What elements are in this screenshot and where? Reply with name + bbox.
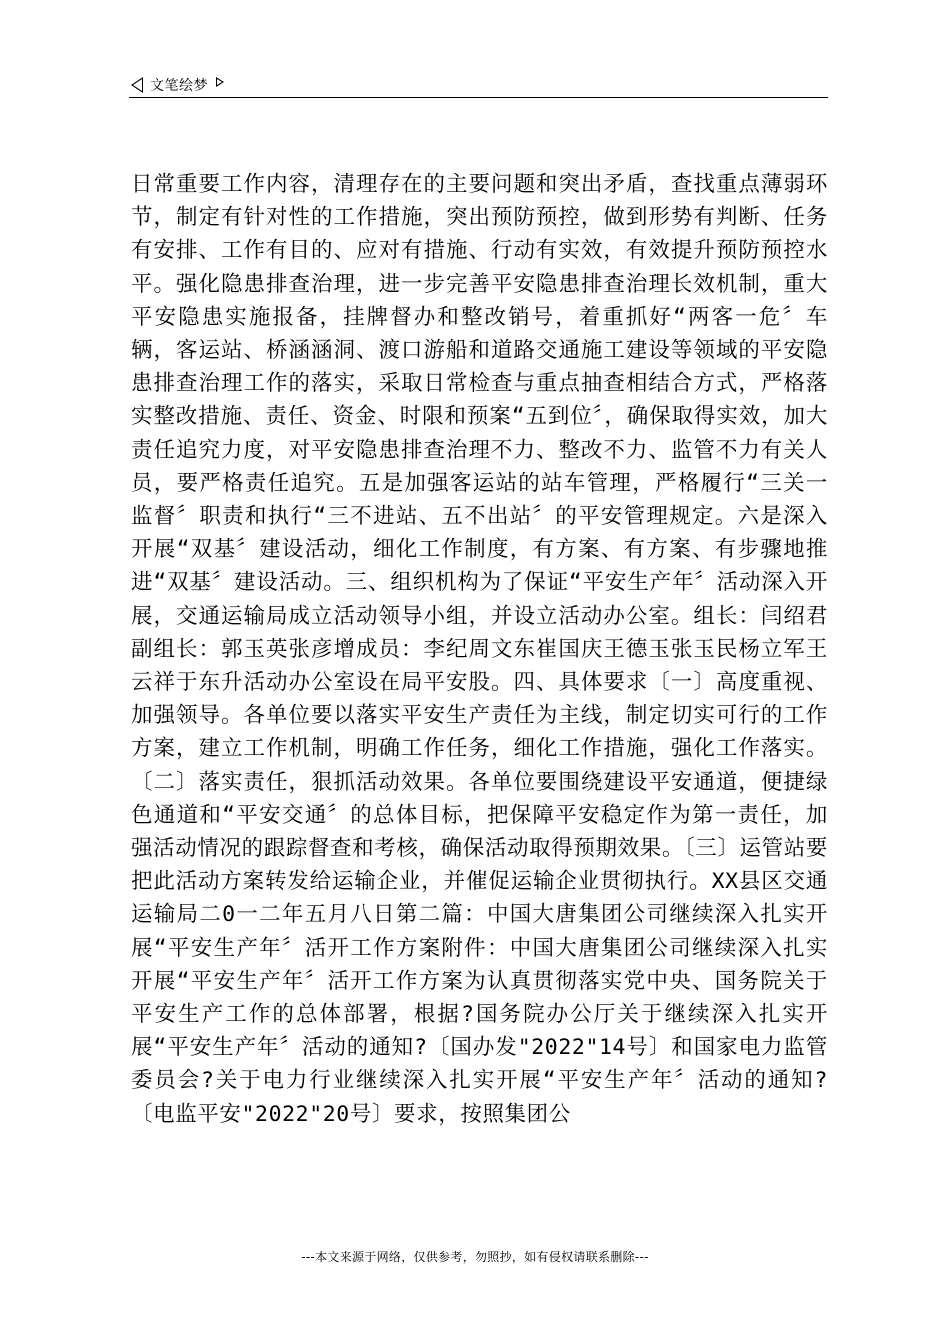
page-header	[131, 74, 224, 96]
header-divider	[129, 97, 828, 98]
left-triangle-icon	[131, 77, 143, 93]
page-footer: ---本文来源于网络，仅供参考，勿照抄，如有侵权请联系删除---	[301, 1250, 649, 1264]
body-paragraph: 日常重要工作内容，清理存在的主要问题和突出矛盾，查找重点薄弱环节，制定有针对性的工作措施，突出预防预控，做到形势有判断、任务有安排、工作有目的、应对有措施、行动有实效，有效提升预防预控水平。强化隐患排查治理，进一步完善平安隐患排查治理长效机制，重大平安隐患实施报备，挂牌督办和整改销号，着重抓好“两客一危〞车辆，客运站、桥涵涵洞、渡口游船和道路交通施工建设等领域的平安隐患排查治理工作的落实，采取日常检查与重点抽查相结合方式，严格落实整改措施、责任、资金、时限和预案“五到位〞，确保取得实效，加大责任追究力度，对平安隐患排查治理不力、整改不力、监管不力有关人员，要严格责任追究。五是加强客运站的站车管理，严格履行“三关一监督〞职责和执行“三不进站、五不出站〞的平安管理规定。六是深入开展“双基〞建设活动，细化工作制度，有方案、有方案、有步骤地推进“双基〞建设活动。三、组织机构为了保证“平安生产年〞活动深入开展，交通运输局成立活动领导小组，并设立活动办公室。组长：闫绍君副组长：郭玉英张彦增成员：李纪周文东崔国庆王德玉张玉民杨立军王云祥于东升活动办公室设在局平安股。四、具体要求〔一〕高度重视、加强领导。各单位要以落实平安生产责任为主线，制定切实可行的工作方案，建立工作机制，明确工作任务，细化工作措施，强化工作落实。〔二〕落实责任，狠抓活动效果。各单位要围绕建设平安通道，便捷绿色通道和“平安交通〞的总体目标，把保障平安稳定作为第一责任，加强活动情况的跟踪督查和考核，确保活动取得预期效果。〔三〕运管站要把此活动方案转发给运输企业，并催促运输企业贯彻执行。XX县区交通运输局二0一二年五月八日第二篇：中国大唐集团公司继续深入扎实开展“平安生产年〞活开工作方案附件：中国大唐集团公司继续深入扎实开展“平安生产年〞活开工作方案为认真贯彻落实党中央、国务院关于平安生产工作的总体部署，根据?国务院办公厅关于继续深入扎实开展“平安生产年〞活动的通知?〔国办发"2022"14号〕和国家电力监管委员会?关于电力行业继续深入扎实开展“平安生产年〞活动的通知?〔电监平安"2022"20号〕要求，按照集团公	[131, 172, 828, 1127]
document-body	[131, 168, 828, 1131]
header-title: 文笔绘梦	[150, 78, 208, 94]
right-triangle-icon	[216, 77, 224, 87]
